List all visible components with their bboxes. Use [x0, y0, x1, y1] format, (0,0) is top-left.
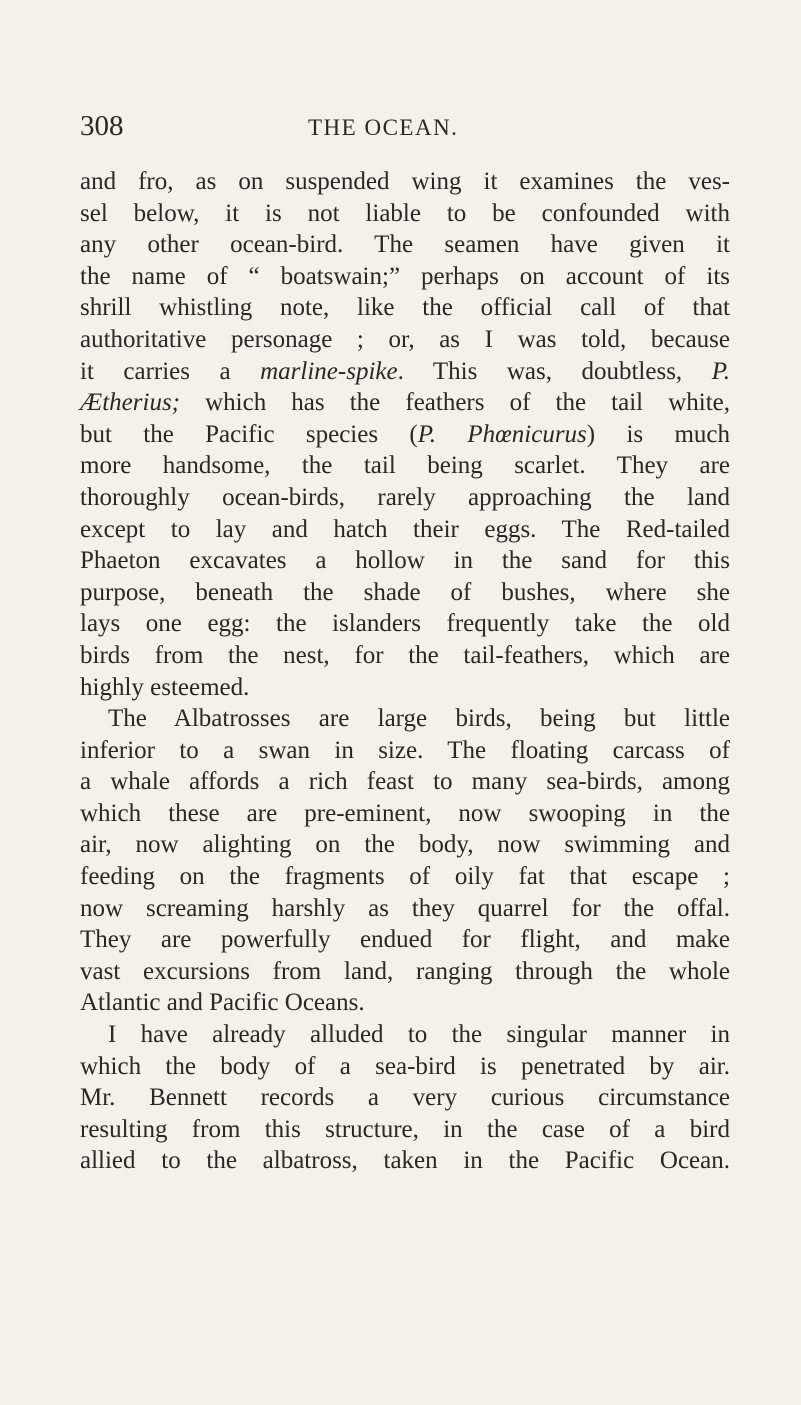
text-span: sel below, it is not liable to be confounded with: [80, 199, 730, 227]
text-span: except to lay and hatch their eggs. The Red-tailed: [80, 515, 730, 543]
text-span: air, now alighting on the body, now swimming and: [80, 831, 730, 859]
text-span: lays one egg: the islanders frequently take the old: [80, 610, 730, 638]
text-span: inferior to a swan in size. The floating carcass of: [80, 736, 730, 764]
text-span: it carries a: [80, 357, 261, 385]
text-span: shrill whistling note, like the official call of that: [80, 294, 730, 322]
text-span: now screaming harshly as they quarrel for the offal.: [80, 894, 730, 922]
text-span: highly esteemed.: [80, 673, 250, 701]
text-span: ) is much: [586, 420, 730, 448]
text-span: a whale affords a rich feast to many sea-birds, among: [80, 768, 730, 796]
text-span: vast excursions from land, ranging through the whole: [80, 957, 730, 985]
text-span: They are powerfully endued for flight, and make: [80, 926, 730, 954]
text-span: Atlantic and Pacific Oceans.: [80, 989, 365, 1017]
italic-term: P.: [711, 357, 730, 385]
page-number: 308: [80, 110, 124, 142]
text-line: [80, 1082, 730, 1114]
text-span: which these are pre-eminent, now swooping in the: [80, 799, 730, 827]
text-line: [80, 956, 730, 988]
text-span: allied to the albatross, taken in the Pacific Ocean.: [80, 1147, 730, 1175]
text-line: [80, 1114, 730, 1146]
text-line: [80, 766, 730, 798]
text-line: [80, 924, 730, 956]
text-line: [80, 514, 730, 546]
text-line: [80, 640, 730, 672]
italic-term: marline-spike: [260, 357, 398, 385]
text-line: [80, 703, 730, 735]
running-head: THE OCEAN.: [308, 115, 459, 140]
text-line: [80, 545, 730, 577]
italic-term: Ætherius;: [80, 389, 180, 417]
text-span: birds from the nest, for the tail-feathers, which are: [80, 641, 730, 669]
text-line: [80, 387, 730, 419]
text-line: [80, 292, 730, 324]
text-line: [80, 861, 730, 893]
text-span: more handsome, the tail being scarlet. They are: [80, 452, 730, 480]
text-span: and fro, as on suspended wing it examines the ves-: [80, 168, 730, 195]
text-line: [80, 166, 730, 198]
text-line: [80, 672, 730, 704]
text-line: [80, 577, 730, 609]
text-line: [80, 324, 730, 356]
text-span: . This was, doubtless,: [397, 357, 712, 385]
text-span: resulting from this structure, in the case of a bird: [80, 1115, 730, 1143]
text-line: [80, 450, 730, 482]
text-line: [80, 893, 730, 925]
body-text: [80, 166, 730, 1177]
text-span: Mr. Bennett records a very curious circumstance: [80, 1084, 730, 1112]
text-span: The Albatrosses are large birds, being but little: [108, 705, 730, 733]
text-line: [80, 829, 730, 861]
text-span: which the body of a sea-bird is penetrated by air.: [80, 1052, 730, 1080]
text-line: [80, 1019, 730, 1051]
text-line: [80, 1051, 730, 1083]
text-span: purpose, beneath the shade of bushes, where she: [80, 578, 730, 606]
text-line: [80, 261, 730, 293]
text-span: authoritative personage ; or, as I was told, because: [80, 325, 730, 353]
text-line: [80, 608, 730, 640]
text-span: feeding on the fragments of oily fat that escape ;: [80, 863, 730, 891]
text-line: [80, 987, 730, 1019]
italic-term: P. Phœnicurus: [417, 420, 587, 448]
text-line: [80, 198, 730, 230]
text-span: I have already alluded to the singular manner in: [108, 1021, 730, 1049]
text-span: any other ocean-bird. The seamen have given it: [80, 231, 730, 259]
text-line: [80, 482, 730, 514]
text-span: thoroughly ocean-birds, rarely approaching the land: [80, 483, 730, 511]
text-line: [80, 419, 730, 451]
text-span: the name of “ boatswain;” perhaps on account of its: [80, 262, 730, 290]
page-header: [80, 106, 730, 146]
text-span: which has the feathers of the tail white,: [180, 389, 730, 417]
text-line: [80, 735, 730, 767]
text-line: [80, 356, 730, 388]
text-line: [80, 1145, 730, 1177]
text-line: [80, 798, 730, 830]
text-line: [80, 229, 730, 261]
text-span: Phaeton excavates a hollow in the sand for this: [80, 547, 730, 575]
text-span: but the Pacific species (: [80, 420, 418, 448]
